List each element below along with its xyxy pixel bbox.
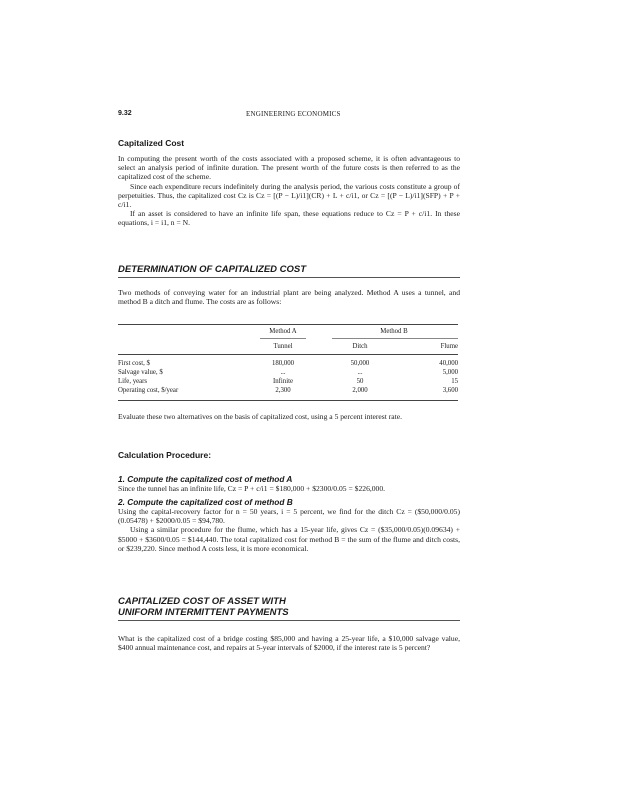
table-cell: ... bbox=[280, 369, 286, 376]
table-cell: 3,600 bbox=[442, 387, 458, 394]
uniform-heading-line1: CAPITALIZED COST OF ASSET WITH bbox=[118, 596, 286, 607]
table-subheader-ditch: Ditch bbox=[352, 343, 368, 350]
step2-heading: 2. Compute the capitalized cost of method B bbox=[118, 497, 293, 507]
capitalized-cost-section bbox=[118, 138, 460, 148]
table-subheader-tunnel: Tunnel bbox=[273, 343, 293, 350]
calculation-heading-block bbox=[118, 450, 460, 460]
determination-intro: Two methods of conveying water for an industrial plant are being analyzed. Method A uses a tunnel, and method B a ditch and flume. The costs are as follows: bbox=[118, 288, 460, 307]
running-title: ENGINEERING ECONOMICS bbox=[246, 110, 341, 118]
table-row-label: Salvage value, $ bbox=[118, 369, 163, 376]
table-row-label: Operating cost, $/year bbox=[118, 387, 179, 394]
step1-text: Since the tunnel has an infinite life, Cz = P + c/i1 = $180,000 + $2300/0.05 = $226,000. bbox=[118, 484, 386, 493]
table-cell: 40,000 bbox=[439, 360, 458, 367]
running-head bbox=[118, 110, 500, 124]
determination-heading: DETERMINATION OF CAPITALIZED COST bbox=[118, 264, 460, 278]
table-cell: 15 bbox=[451, 378, 458, 385]
capitalized-cost-para3: If an asset is considered to have an infinite life span, these equations reduce to Cz = P + c/i1. In these equations, i = i1, n = N. bbox=[118, 209, 460, 228]
step1-block bbox=[118, 474, 460, 493]
evaluate-text: Evaluate these two alternatives on the basis of capitalized cost, using a 5 percent interest rate. bbox=[118, 412, 403, 421]
step2-text2: Using a similar procedure for the flume, which has a 15-year life, gives Cz = ($35,000/0.05)(0.09634) + $5000 + $3600/0.05 = $144,440. The total capitalized cost for method B = the sum of the flume and ditch costs, or $239,220. Since method A costs less, it is more economical. bbox=[118, 525, 460, 553]
table-cell: 50 bbox=[356, 378, 364, 385]
table-group-header-b: Method B bbox=[380, 328, 408, 335]
table-subrule-a bbox=[260, 338, 306, 339]
table-header-rule bbox=[118, 354, 458, 355]
table-cell: Infinite bbox=[272, 378, 293, 385]
table-top-rule bbox=[118, 324, 458, 325]
capitalized-cost-para1: In computing the present worth of the costs associated with a proposed scheme, it is often advantageous to select an analysis period of infinite duration. The present worth of the future costs is then referred to as the capitalized cost of the scheme. bbox=[118, 154, 460, 182]
evaluate-block bbox=[118, 412, 460, 421]
table-bottom-rule bbox=[118, 400, 458, 401]
table-cell: 5,000 bbox=[442, 369, 458, 376]
step2-text: Using the capital-recovery factor for n = 50 years, i = 5 percent, we find for the ditch Cz = ($50,000/0.05)(0.05478) + $2000/0.05 = $94,780. bbox=[118, 507, 460, 526]
table-subrule-b bbox=[332, 338, 458, 339]
table-cell: 2,300 bbox=[275, 387, 291, 394]
uniform-heading bbox=[118, 596, 460, 621]
table-subheader-flume: Flume bbox=[440, 343, 458, 350]
uniform-text-block bbox=[118, 634, 460, 652]
table-cell: 2,000 bbox=[352, 387, 368, 394]
uniform-section bbox=[118, 596, 460, 621]
calculation-heading: Calculation Procedure: bbox=[118, 450, 212, 460]
table-group-header-a: Method A bbox=[269, 328, 297, 335]
uniform-heading-line2: UNIFORM INTERMITTENT PAYMENTS bbox=[118, 607, 289, 618]
capitalized-cost-body bbox=[118, 154, 460, 228]
table-row-label: First cost, $ bbox=[118, 360, 150, 367]
step1-heading: 1. Compute the capitalized cost of method A bbox=[118, 474, 293, 484]
table-cell: 180,000 bbox=[271, 360, 295, 367]
table-cell: ... bbox=[357, 369, 363, 376]
step2-block bbox=[118, 497, 460, 553]
table-cell: 50,000 bbox=[350, 360, 370, 367]
capitalized-cost-heading: Capitalized Cost bbox=[118, 138, 185, 148]
determination-intro-block bbox=[118, 288, 460, 306]
capitalized-cost-para2: Since each expenditure recurs indefinitely during the analysis period, the various costs constitute a group of perpetuities. Thus, the capitalized cost Cz is Cz = [(P − L)/i1](CR) + L + c/i1, or Cz = [(P − L)/i1](SFP) + P + c/i1. bbox=[118, 181, 460, 210]
determination-section bbox=[118, 264, 460, 278]
uniform-text: What is the capitalized cost of a bridge costing $85,000 and having a 25-year life, a $10,000 salvage value, $400 annual maintenance cost, and repairs at 5-year intervals of $2000, if the interest rate is 5 percent? bbox=[118, 634, 460, 653]
page-number: 9.32 bbox=[118, 110, 132, 117]
table-row-label: Life, years bbox=[118, 378, 148, 385]
